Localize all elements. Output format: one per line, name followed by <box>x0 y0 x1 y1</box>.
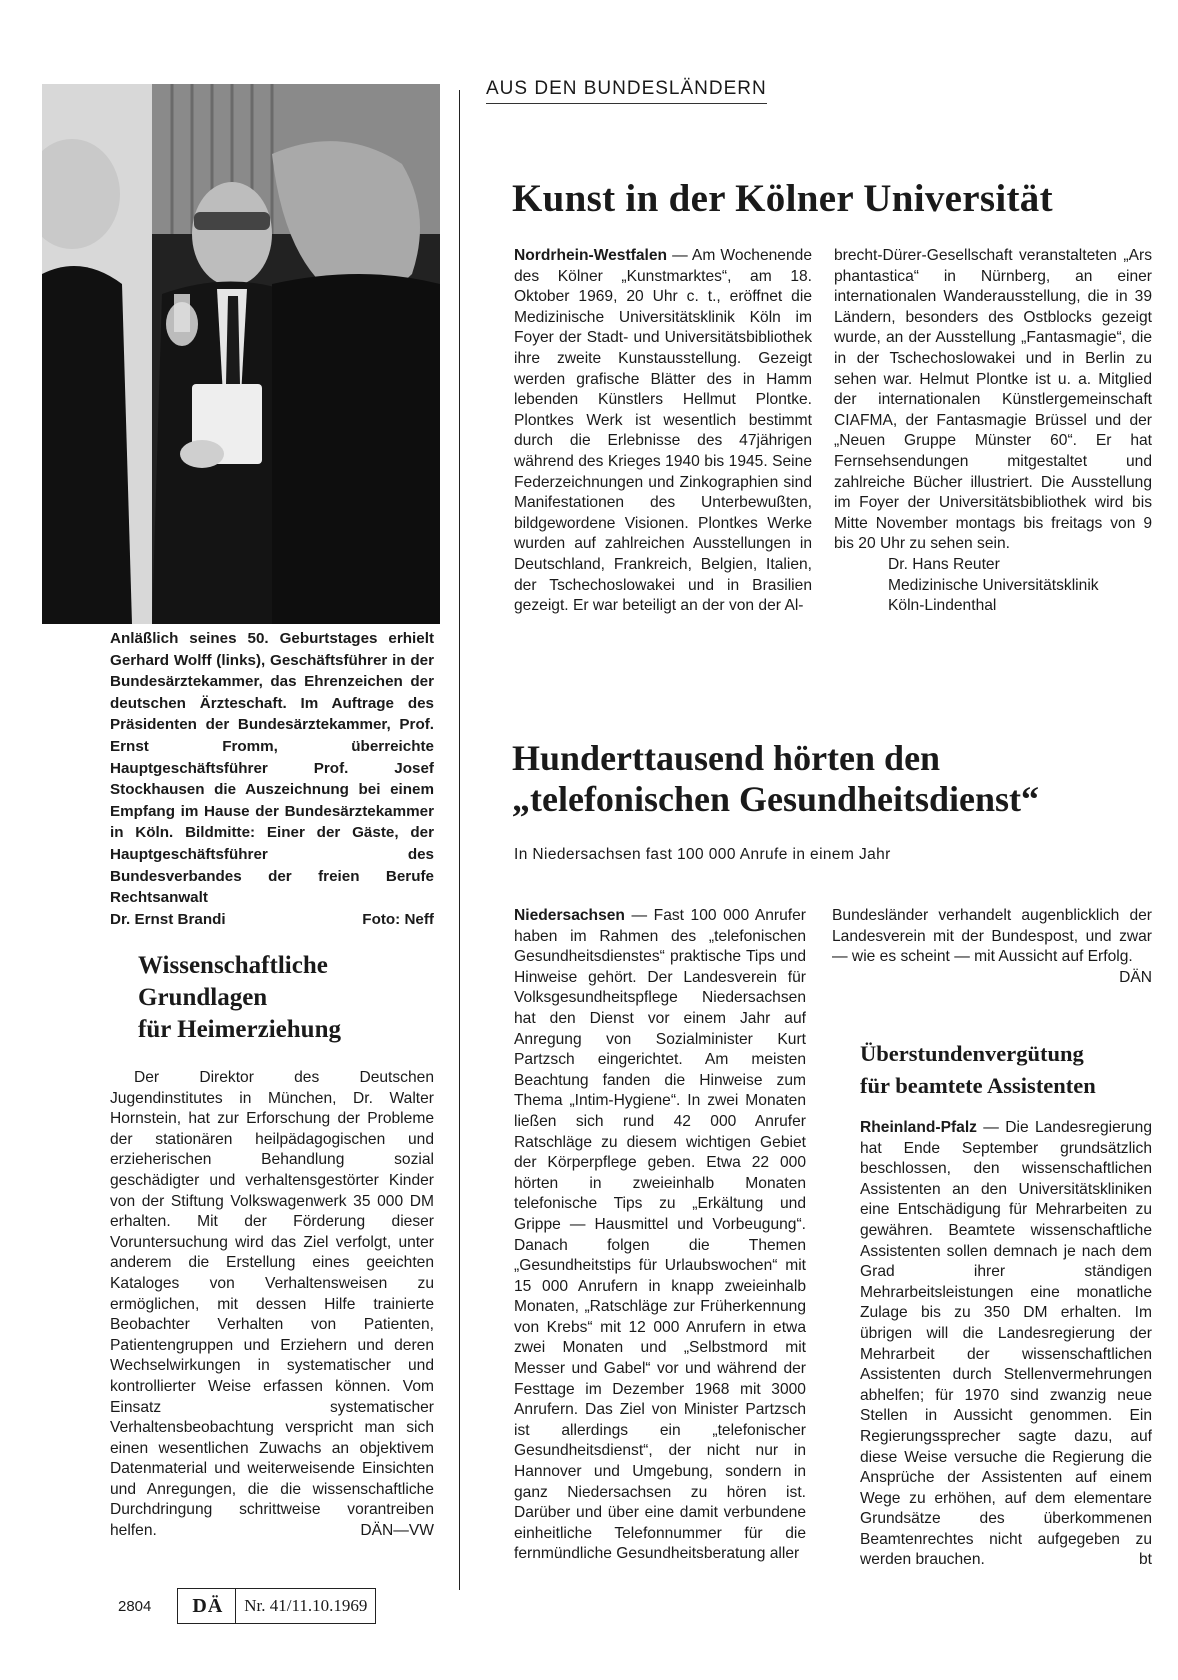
photo-credit: Foto: Neff <box>362 910 434 928</box>
ueber-title-line1: Überstundenvergütung <box>860 1041 1084 1066</box>
kunst-lead: Nordrhein-Westfalen <box>514 247 668 264</box>
wiss-sign: DÄN—VW <box>360 1522 434 1540</box>
wiss-text: Der Direktor des Deutschen Jugendinstitutes in München, Dr. Walter Hornstein, hat zur Erforschung der Probleme der stationären heilpädagogischen und erzieherischen Behandlung sozial geschädigter und verhaltensgestörter Kinder von der Stiftung Volkswagenwerk 35 000 DM erhalten. Mit der Förderung dieser Voruntersuchung wird das Ziel verfolgt, unter anderem die Erstellung eines geeichten Kataloges von Verhaltensweisen zu ermöglichen, mit dessen Hilfe trainierte Beobachter Verhalten von Patienten, Patientengruppen und Erziehern und deren Wechselwirkungen in systematischer und kontrollierter Weise erfassen können. Vom Einsatz systematischer Verhaltensbeobachtung verspricht man sich einen wesentlichen Zuwachs an objektivem Datenmaterial und weiterweisende Einsichten und Anregungen, die die wissenschaftliche Durchdringung schrittweise vorantreiben helfen. <box>110 1069 434 1540</box>
article-kunst-col1 <box>514 246 812 617</box>
kunst-col2-text: brecht-Dürer-Gesellschaft veranstalteten „Ars phantastica“ in Nürnberg, an einer internationalen Wanderausstellung, die in 39 Ländern, besonders des Ostblocks gezeigt wurde, an der Ausstellung „Fantasmagie“, die in der Tschechoslowakei und in Berlin zu sehen war. Helmut Plontke ist u. a. Mitglied der internationalen Künstlergemeinschaft CIAFMA, der Fantasmagie Brüssel und der „Neuen Gruppe Münster 60“. Er hat Fernsehsendungen mitgestaltet und zahlreiche Bücher illustriert. Die Ausstellung im Foyer der Universitätsbibliothek wird bis Mitte November montags bis freitags von 9 bis 20 Uhr zu sehen sein. <box>834 247 1152 553</box>
ueber-text: — Die Landesregierung hat Ende September grundsätzlich beschlossen, den wissenschaftlichen Assistenten an den Universitätskliniken eine Entschädigung für Mehrarbeiten zu gewähren. Beamtete wissenschaftliche Assistenten sollen demnach je nach dem Grad ihrer ständigen Mehrarbeitsleistungen eine monatliche Zulage bis zu 350 DM erhalten. Im übrigen will die Landesregierung der Mehrarbeit der wissenschaftlichen Assistenten durch Stellenvermehrungen abhelfen; für 1970 sind zwanzig neue Stellen in Aussicht genommen. Ein Regierungssprecher sagte dazu, auf diese Weise versuche die Regierung die Ansprüche der Assistenten auf einem Wege zu erhöhen, auf dem elementare Grundsätze des überkommenen Beamtenrechtes nicht aufgegeben zu werden brauchen. <box>860 1119 1152 1569</box>
wiss-title-line2: Grundlagen <box>138 984 268 1011</box>
wiss-title-line3: für Heimerziehung <box>138 1016 341 1043</box>
hundert-lead: Niedersachsen <box>514 907 625 924</box>
issue-box <box>177 1588 376 1624</box>
article-wiss-title <box>138 950 341 1046</box>
hundert-col1-text: — Fast 100 000 Anrufer haben im Rahmen des „telefonischen Gesundheitsdienstes“ praktische Tips und Hinweise gehört. Der Landesverein für Volksgesundheitspflege Niedersachsen hat den Dienst vor einem Jahr auf Anregung von Sozialminister Kurt Partzsch eingerichtet. Am meisten Beachtung fanden die Hinweise zum Thema „Intim-Hygiene“. In zwei Monaten ließen sich rund 42 000 Anrufer Ratschläge zu diesem wichtigen Gebiet der Körperpflege geben. Etwa 22 000 hörten in zweieinhalb Monaten telefonische Tips zu „Erkältung und Grippe — Hausmittel und Vorbeugung“. Danach folgen die Themen „Gesundheitstips für Urlaubswochen“ mit 15 000 Anrufern in knapp zweieinhalb Monaten, „Ratschläge zur Früherkennung von Krebs“ mit 12 000 Anrufern in etwa zwei Monaten und „Selbstmord mit Messer und Gabel“ vor und während der Festtage im Dezember 1968 mit 3000 Anrufern. Das Ziel von Minister Partzsch ist allerdings ein „telefonischer Gesundheitsdienst“, der nicht nur in Hannover und Umgebung, sondern in ganz Niedersachsen zu hören ist. Darüber und über eine damit verbundene einheitliche Telefonnummer für die fernmündliche Gesundheitsberatung aller <box>514 907 806 1563</box>
hundert-title-line1: Hunderttausend hörten den <box>512 738 941 778</box>
article-hundert-col1 <box>514 906 806 1565</box>
kunst-col1-text: — Am Wochenende des Kölner „Kunstmarktes“, am 18. Oktober 1969, 20 Uhr c. t., eröffnet die Medizinische Universitätsklinik Köln im Foyer der Stadt- und Universitätsbibliothek ihre zweite Kunstausstellung. Gezeigt werden grafische Blätter des in Hamm lebenden Künstlers Hellmut Plontke. Plontkes Werk ist wesentlich bestimmt durch die Erlebnisse des 47jährigen während des Krieges 1940 bis 1945. Seine Federzeichnungen und Zinkographien sind Manifestationen des Unterbewußten, bildgewordene Visionen. Plontkes Werke wurden auf zahlreichen Ausstellungen in Deutschland, Frankreich, Belgien, Italien, der Tschechoslowakei und in Brasilien gezeigt. Er war beteiligt an der von der Al- <box>514 247 812 615</box>
page-number: 2804 <box>118 1597 152 1615</box>
article-ueber-body <box>860 1118 1152 1571</box>
photo-caption <box>110 628 434 930</box>
ueber-title-line2: für beamtete Assistenten <box>860 1073 1096 1098</box>
hundert-title-line2: „telefonischen Gesundheitsdienst“ <box>512 779 1040 819</box>
hundert-col2-text: Bundesländer verhandelt augenblicklich der Landesverein mit der Bundespost, und zwar — wie es scheint — mit Aussicht auf Erfolg. <box>832 907 1152 966</box>
article-ueber-title <box>860 1038 1096 1102</box>
caption-text: Anläßlich seines 50. Geburtstages erhielt Gerhard Wolff (links), Geschäftsführer in der Bundesärztekammer, das Ehrenzeichen der deutschen Ärzteschaft. Im Auftrage des Präsidenten der Bundesärztekammer, Prof. Ernst Fromm, überreichte Hauptgeschäftsführer Prof. Josef Stockhausen die Auszeichnung bei einem Empfang im Hause der Bundesärztekammer in Köln. Bildmitte: Einer der Gäste, der Hauptgeschäftsführer des Bundesverbandes der freien Berufe Rechtsanwalt <box>110 630 434 907</box>
article-hundert-subtitle: In Niedersachsen fast 100 000 Anrufe in einem Jahr <box>514 846 891 863</box>
caption-name: Dr. Ernst Brandi <box>110 910 226 928</box>
ueber-sign: bt <box>1138 1551 1152 1569</box>
kunst-author-location: Köln-Lindenthal <box>888 597 997 615</box>
section-heading: AUS DEN BUNDESLÄNDERN <box>486 78 767 104</box>
wiss-title-line1: Wissenschaftliche <box>138 952 328 979</box>
kunst-author-affiliation: Medizinische Universitätsklinik <box>888 576 1099 594</box>
hundert-sign: DÄN <box>1119 968 1152 986</box>
article-hundert-title <box>512 738 1039 820</box>
issue-number: Nr. 41/11.10.1969 <box>244 1596 368 1615</box>
page-footer <box>118 1588 376 1624</box>
article-hundert-col2 <box>832 906 1152 988</box>
kunst-author: Dr. Hans Reuter <box>888 555 1000 573</box>
journal-logo: DÄ <box>178 1589 236 1623</box>
photo-illustration <box>42 84 440 624</box>
ueber-lead: Rheinland-Pfalz <box>860 1119 977 1136</box>
article-kunst-title: Kunst in der Kölner Universität <box>512 177 1053 220</box>
column-divider <box>459 90 460 1590</box>
reception-photo <box>42 84 440 624</box>
article-kunst-col2 <box>834 246 1152 617</box>
article-wiss-body <box>110 1068 434 1542</box>
